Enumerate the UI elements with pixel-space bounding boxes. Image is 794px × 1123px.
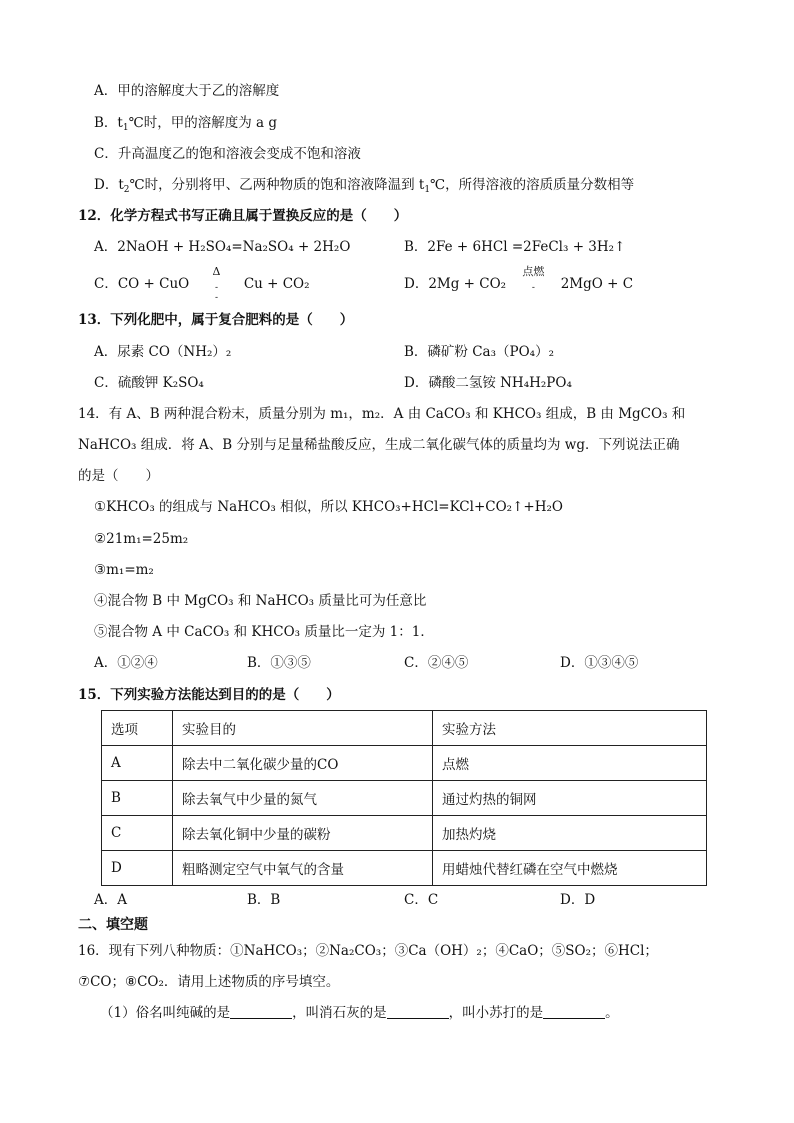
q11-option-b: B．$t_1℃$时，甲的溶解度为 a g [94,115,277,133]
q13-option-a: A．尿素 CO（NH₂）₂ [94,344,232,360]
q16-stem-line-1: 16．现有下列八种物质：①NaHCO₃；②Na₂CO₃；③Ca（OH）₂；④CaO；⑤SO₂；⑥HCl； [78,943,658,959]
q13-option-b: B．磷矿粉 Ca₃（PO₄）₂ [404,344,554,360]
table-cell: 点燃 [433,746,707,781]
table-cell: 除去中二氧化碳少量的CO [173,746,433,781]
table-header-cell: 实验目的 [173,711,433,746]
table-cell: 除去氧化铜中少量的碳粉 [173,816,433,851]
q15-stem: 15．下列实验方法能达到目的的是（ ） [78,687,340,703]
q14-statement-5: ⑤混合物 A 中 CaCO₃ 和 KHCO₃ 质量比一定为 1：1． [94,624,434,640]
table-cell: 加热灼烧 [433,816,707,851]
q14-option-c: C．②④⑤ [404,655,469,671]
table-header-cell: 选项 [102,711,173,746]
q14-option-a: A．①②④ [94,655,158,671]
q11-option-a: A．甲的溶解度大于乙的溶解度 [94,83,280,99]
table-cell: C [102,816,173,851]
q14-option-d: D．①③④⑤ [560,655,639,671]
q12-option-a: A．2NaOH + H₂SO₄=Na₂SO₄ + 2H₂O [94,239,351,255]
q14-stem-line-3: 的是（ ） [78,468,159,484]
table-cell: 用蜡烛代替红磷在空气中燃烧 [433,851,707,886]
q16-stem-line-2: ⑦CO；⑧CO₂．请用上述物质的序号填空。 [78,974,340,990]
table-row [102,746,707,781]
q14-statement-2: ②21m₁=25m₂ [94,531,189,547]
q13-stem: 13．下列化肥中，属于复合肥料的是（ ） [78,312,354,328]
q14-statement-1: ①KHCO₃ 的组成与 NaHCO₃ 相似，所以 KHCO₃+HCl=KCl+CO₂↑+H₂O [94,499,563,515]
q15-option-a: A．A [94,892,127,908]
table-cell: D [102,851,173,886]
table-cell: 通过灼热的铜网 [433,781,707,816]
q13-option-c: C．硫酸钾 K₂SO₄ [94,375,204,391]
q11-option-d: D．$t_2℃$时，分别将甲、乙两种物质的饱和溶液降温到 $t_1℃$，所得溶液的溶质质量分数相等 [94,177,635,195]
table-cell: 除去氧气中少量的氮气 [173,781,433,816]
section-heading: 二、填空题 [78,917,148,933]
q12-option-c: C．CO + CuO Δ - - Cu + CO₂ [94,264,310,303]
table-row [102,816,707,851]
q12-stem: 12．化学方程式书写正确且属于置换反应的是（ ） [78,208,408,224]
answer-blank[interactable] [543,1004,605,1019]
table-cell: A [102,746,173,781]
reaction-condition-ignite: 点燃 - [522,264,545,293]
q14-stem-line-1: 14．有 A、B 两种混合粉末，质量分别为 m₁，m₂．A 由 CaCO₃ 和 KHCO₃ 组成，B 由 MgCO₃ 和 [78,406,686,422]
q16-subquestion-1: （1）俗名叫纯碱的是 ，叫消石灰的是 ，叫小苏打的是 。 [100,1005,619,1021]
table-header-cell: 实验方法 [433,711,707,746]
q15-option-c: C．C [404,892,439,908]
q15-option-d: D．D [560,892,596,908]
answer-blank[interactable] [387,1004,449,1019]
table-header-row [102,711,707,746]
q15-option-b: B．B [247,892,281,908]
q13-option-d: D．磷酸二氢铵 NH₄H₂PO₄ [404,375,572,391]
experiment-table [101,710,707,886]
reaction-condition-heat: Δ - - [212,264,221,303]
table-row [102,781,707,816]
q12-option-d: D．2Mg + CO₂ 点燃 - 2MgO + C [404,264,634,293]
table-cell: 粗略测定空气中氧气的含量 [173,851,433,886]
table-row [102,851,707,886]
q14-statement-4: ④混合物 B 中 MgCO₃ 和 NaHCO₃ 质量比可为任意比 [94,593,427,609]
q14-option-b: B．①③⑤ [247,655,311,671]
table-cell: B [102,781,173,816]
answer-blank[interactable] [230,1004,292,1019]
q14-statement-3: ③m₁=m₂ [94,562,154,578]
q11-option-c: C．升高温度乙的饱和溶液会变成不饱和溶液 [94,146,361,162]
q12-option-b: B．2Fe + 6HCl =2FeCl₃ + 3H₂↑ [404,239,626,255]
q14-stem-line-2: NaHCO₃ 组成．将 A、B 分别与足量稀盐酸反应，生成二氧化碳气体的质量均为 wg．下列说法正确 [78,437,680,453]
